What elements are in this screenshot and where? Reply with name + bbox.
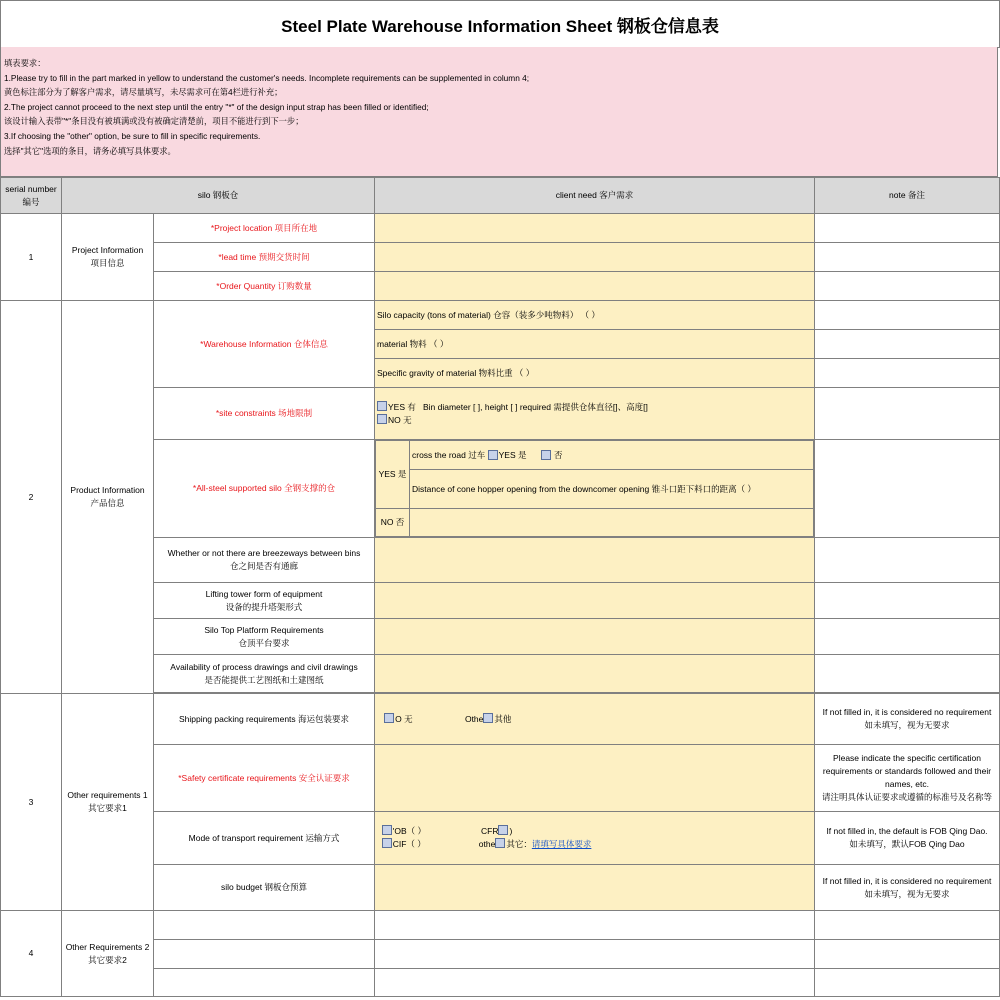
section-product-information: Product Information 产品信息 bbox=[62, 301, 154, 694]
blank-input[interactable] bbox=[375, 969, 815, 997]
safety-note: Please indicate the specific certification requirements or standards followed and their names, etc. 请注明具体认证要求或遵循的标准号及名称等 bbox=[815, 745, 1000, 812]
field-silo-budget: silo budget 钢板仓预算 bbox=[154, 865, 375, 911]
note-line: 2.The project cannot proceed to the next step until the entry "*" of the design input strap has been filled or identified; bbox=[4, 101, 429, 112]
checkbox-fob[interactable] bbox=[382, 825, 392, 835]
blank-field[interactable] bbox=[154, 940, 375, 969]
sheet-title: Steel Plate Warehouse Information Sheet 钢板仓信息表 bbox=[0, 0, 1000, 48]
checkbox-site-no[interactable] bbox=[377, 414, 387, 424]
checkbox-site-yes[interactable] bbox=[377, 401, 387, 411]
fill-specific-link[interactable]: 请填写具体要求 bbox=[531, 839, 592, 849]
input-project-location[interactable] bbox=[375, 214, 815, 243]
site-no-row bbox=[377, 414, 812, 427]
site-yes-label: YES 有 bbox=[388, 401, 416, 412]
note-line: 该设计输入表带"*"条目没有被填满或没有被确定清楚前，项目不能进行到下一步； bbox=[4, 116, 304, 127]
input-drawings[interactable] bbox=[375, 655, 815, 693]
note-cell[interactable] bbox=[815, 583, 1000, 619]
all-steel-no-input[interactable] bbox=[410, 509, 814, 537]
input-transport-mode[interactable] bbox=[375, 812, 815, 865]
field-safety-certificate: *Safety certificate requirements 安全认证要求 bbox=[154, 745, 375, 812]
field-transport-mode: Mode of transport requirement 运输方式 bbox=[154, 812, 375, 865]
cross-yes-label: YES 是 bbox=[498, 449, 527, 460]
blank-field[interactable] bbox=[154, 911, 375, 940]
header-serial-number: serial number 编号 bbox=[1, 178, 62, 214]
blank-input[interactable] bbox=[375, 911, 815, 940]
input-site-constraints[interactable] bbox=[375, 388, 815, 440]
input-specific-gravity[interactable]: Specific gravity of material 物料比重 （ ） bbox=[375, 359, 815, 388]
section-project-information: Project Information 项目信息 bbox=[62, 214, 154, 301]
checkbox-cross-no[interactable] bbox=[541, 450, 551, 460]
input-breezeways[interactable] bbox=[375, 538, 815, 583]
checkbox-shipping-no[interactable] bbox=[384, 713, 394, 723]
input-material[interactable]: material 物料 （ ） bbox=[375, 330, 815, 359]
info-table bbox=[0, 177, 1000, 997]
other-cn-label: 其它： bbox=[506, 839, 532, 849]
checkbox-cif[interactable] bbox=[382, 838, 392, 848]
input-all-steel-silo[interactable] bbox=[375, 440, 815, 538]
note-line: 3.If choosing the "other" option, be sure to fill in specific requirements. bbox=[4, 130, 261, 141]
section-other-requirements-2: Other Requirements 2 其它要求2 bbox=[62, 911, 154, 997]
header-note: note 备注 bbox=[815, 178, 1000, 214]
note-cell[interactable] bbox=[815, 301, 1000, 330]
serial-4: 4 bbox=[1, 911, 62, 997]
note-cell[interactable] bbox=[815, 619, 1000, 655]
field-site-constraints: *site constraints 场地限制 bbox=[154, 388, 375, 440]
blank-field[interactable] bbox=[154, 969, 375, 997]
cif-label: CIF（ ） bbox=[392, 839, 426, 849]
note-cell[interactable] bbox=[815, 940, 1000, 969]
input-top-platform[interactable] bbox=[375, 619, 815, 655]
shipping-note: If not filled in, it is considered no requirement 如未填写，视为无要求 bbox=[815, 694, 1000, 745]
note-cell[interactable] bbox=[815, 214, 1000, 243]
note-cell[interactable] bbox=[815, 655, 1000, 693]
serial-1: 1 bbox=[1, 214, 62, 301]
budget-note: If not filled in, it is considered no requirement 如未填写，视为无要求 bbox=[815, 865, 1000, 911]
fob-label: 'OB（ ） bbox=[392, 826, 426, 836]
serial-3: 3 bbox=[1, 694, 62, 911]
cross-no-label: 否 bbox=[554, 449, 563, 460]
note-cell[interactable] bbox=[815, 330, 1000, 359]
field-project-location: *Project location 项目所在地 bbox=[154, 214, 375, 243]
header-client-need: client need 客户需求 bbox=[375, 178, 815, 214]
field-top-platform: Silo Top Platform Requirements 仓顶平台要求 bbox=[154, 619, 375, 655]
checkbox-other[interactable] bbox=[495, 838, 505, 848]
transport-note: If not filled in, the default is FOB Qing Dao. 如未填写，默认FOB Qing Dao bbox=[815, 812, 1000, 865]
cross-road-label: cross the road 过车 bbox=[412, 449, 486, 460]
distance-row: Distance of cone hopper opening from the downcomer opening 锥斗口距下料口的距离（ ） bbox=[412, 483, 756, 494]
input-silo-budget[interactable] bbox=[375, 865, 815, 911]
input-shipping-packing[interactable] bbox=[375, 694, 815, 745]
checkbox-cfr[interactable] bbox=[498, 825, 508, 835]
field-all-steel-silo: *All-steel supported silo 全钢支撑的仓 bbox=[154, 440, 375, 538]
input-lead-time[interactable] bbox=[375, 243, 815, 272]
other-label: othe bbox=[478, 839, 496, 849]
note-line: 1.Please try to fill in the part marked in yellow to understand the customer's needs. Incomplete requirements can be supplemented in column 4; bbox=[4, 72, 530, 83]
transport-row-2 bbox=[377, 838, 812, 851]
field-shipping-packing: Shipping packing requirements 海运包装要求 bbox=[154, 694, 375, 745]
site-yes-row bbox=[377, 401, 812, 414]
field-breezeways: Whether or not there are breezeways between bins 仓之间是否有通廊 bbox=[154, 538, 375, 583]
all-steel-subtable bbox=[375, 440, 814, 537]
note-cell[interactable] bbox=[815, 272, 1000, 301]
note-cell[interactable] bbox=[815, 359, 1000, 388]
transport-row-1: 'OB（ ） CFR ) bbox=[377, 825, 812, 838]
header-silo: silo 钢板仓 bbox=[62, 178, 375, 214]
all-steel-yes-label: YES 是 bbox=[376, 441, 410, 509]
note-cell[interactable] bbox=[815, 388, 1000, 440]
note-cell[interactable] bbox=[815, 969, 1000, 997]
fill-requirements-notes bbox=[0, 47, 998, 177]
note-cell[interactable] bbox=[815, 911, 1000, 940]
site-no-label: NO 无 bbox=[388, 414, 412, 425]
shipping-other-label: Othe bbox=[464, 713, 484, 724]
note-line: 选择"其它"选项的条目，请务必填写具体要求。 bbox=[4, 145, 176, 156]
note-cell[interactable] bbox=[815, 440, 1000, 538]
input-lifting-tower[interactable] bbox=[375, 583, 815, 619]
section-other-requirements-1: Other requirements 1 其它要求1 bbox=[62, 694, 154, 911]
shipping-no-label: O 无 bbox=[395, 713, 413, 724]
blank-input[interactable] bbox=[375, 940, 815, 969]
shipping-other-cn: 其他 bbox=[494, 713, 512, 724]
all-steel-no-label: NO 否 bbox=[376, 509, 410, 537]
field-order-quantity: *Order Quantity 订购数量 bbox=[154, 272, 375, 301]
note-line: 填表要求： bbox=[4, 58, 46, 68]
site-diameter-text: Bin diameter [ ], height [ ] required 需提供仓体直径[]、高度[] bbox=[422, 401, 648, 412]
input-silo-capacity[interactable]: Silo capacity (tons of material) 仓容（装多少吨物料） （ ） bbox=[375, 301, 815, 330]
all-steel-yes-options bbox=[410, 441, 814, 509]
checkbox-shipping-other[interactable] bbox=[483, 713, 493, 723]
checkbox-cross-yes[interactable] bbox=[488, 450, 498, 460]
cross-road-row bbox=[410, 441, 813, 470]
field-lifting-tower: Lifting tower form of equipment 设备的提升塔架形式 bbox=[154, 583, 375, 619]
input-order-quantity[interactable] bbox=[375, 272, 815, 301]
note-cell[interactable] bbox=[815, 538, 1000, 583]
field-lead-time: *lead time 预期交货时间 bbox=[154, 243, 375, 272]
input-safety-certificate[interactable] bbox=[375, 745, 815, 812]
field-warehouse-information: *Warehouse Information 仓体信息 bbox=[154, 301, 375, 388]
serial-2: 2 bbox=[1, 301, 62, 694]
field-drawings: Availability of process drawings and civil drawings 是否能提供工艺图纸和土建图纸 bbox=[154, 655, 375, 693]
note-line: 黄色标注部分为了解客户需求，请尽量填写，未尽需求可在第4栏进行补充； bbox=[4, 87, 283, 98]
cfr-label: CFR bbox=[481, 826, 499, 836]
note-cell[interactable] bbox=[815, 243, 1000, 272]
